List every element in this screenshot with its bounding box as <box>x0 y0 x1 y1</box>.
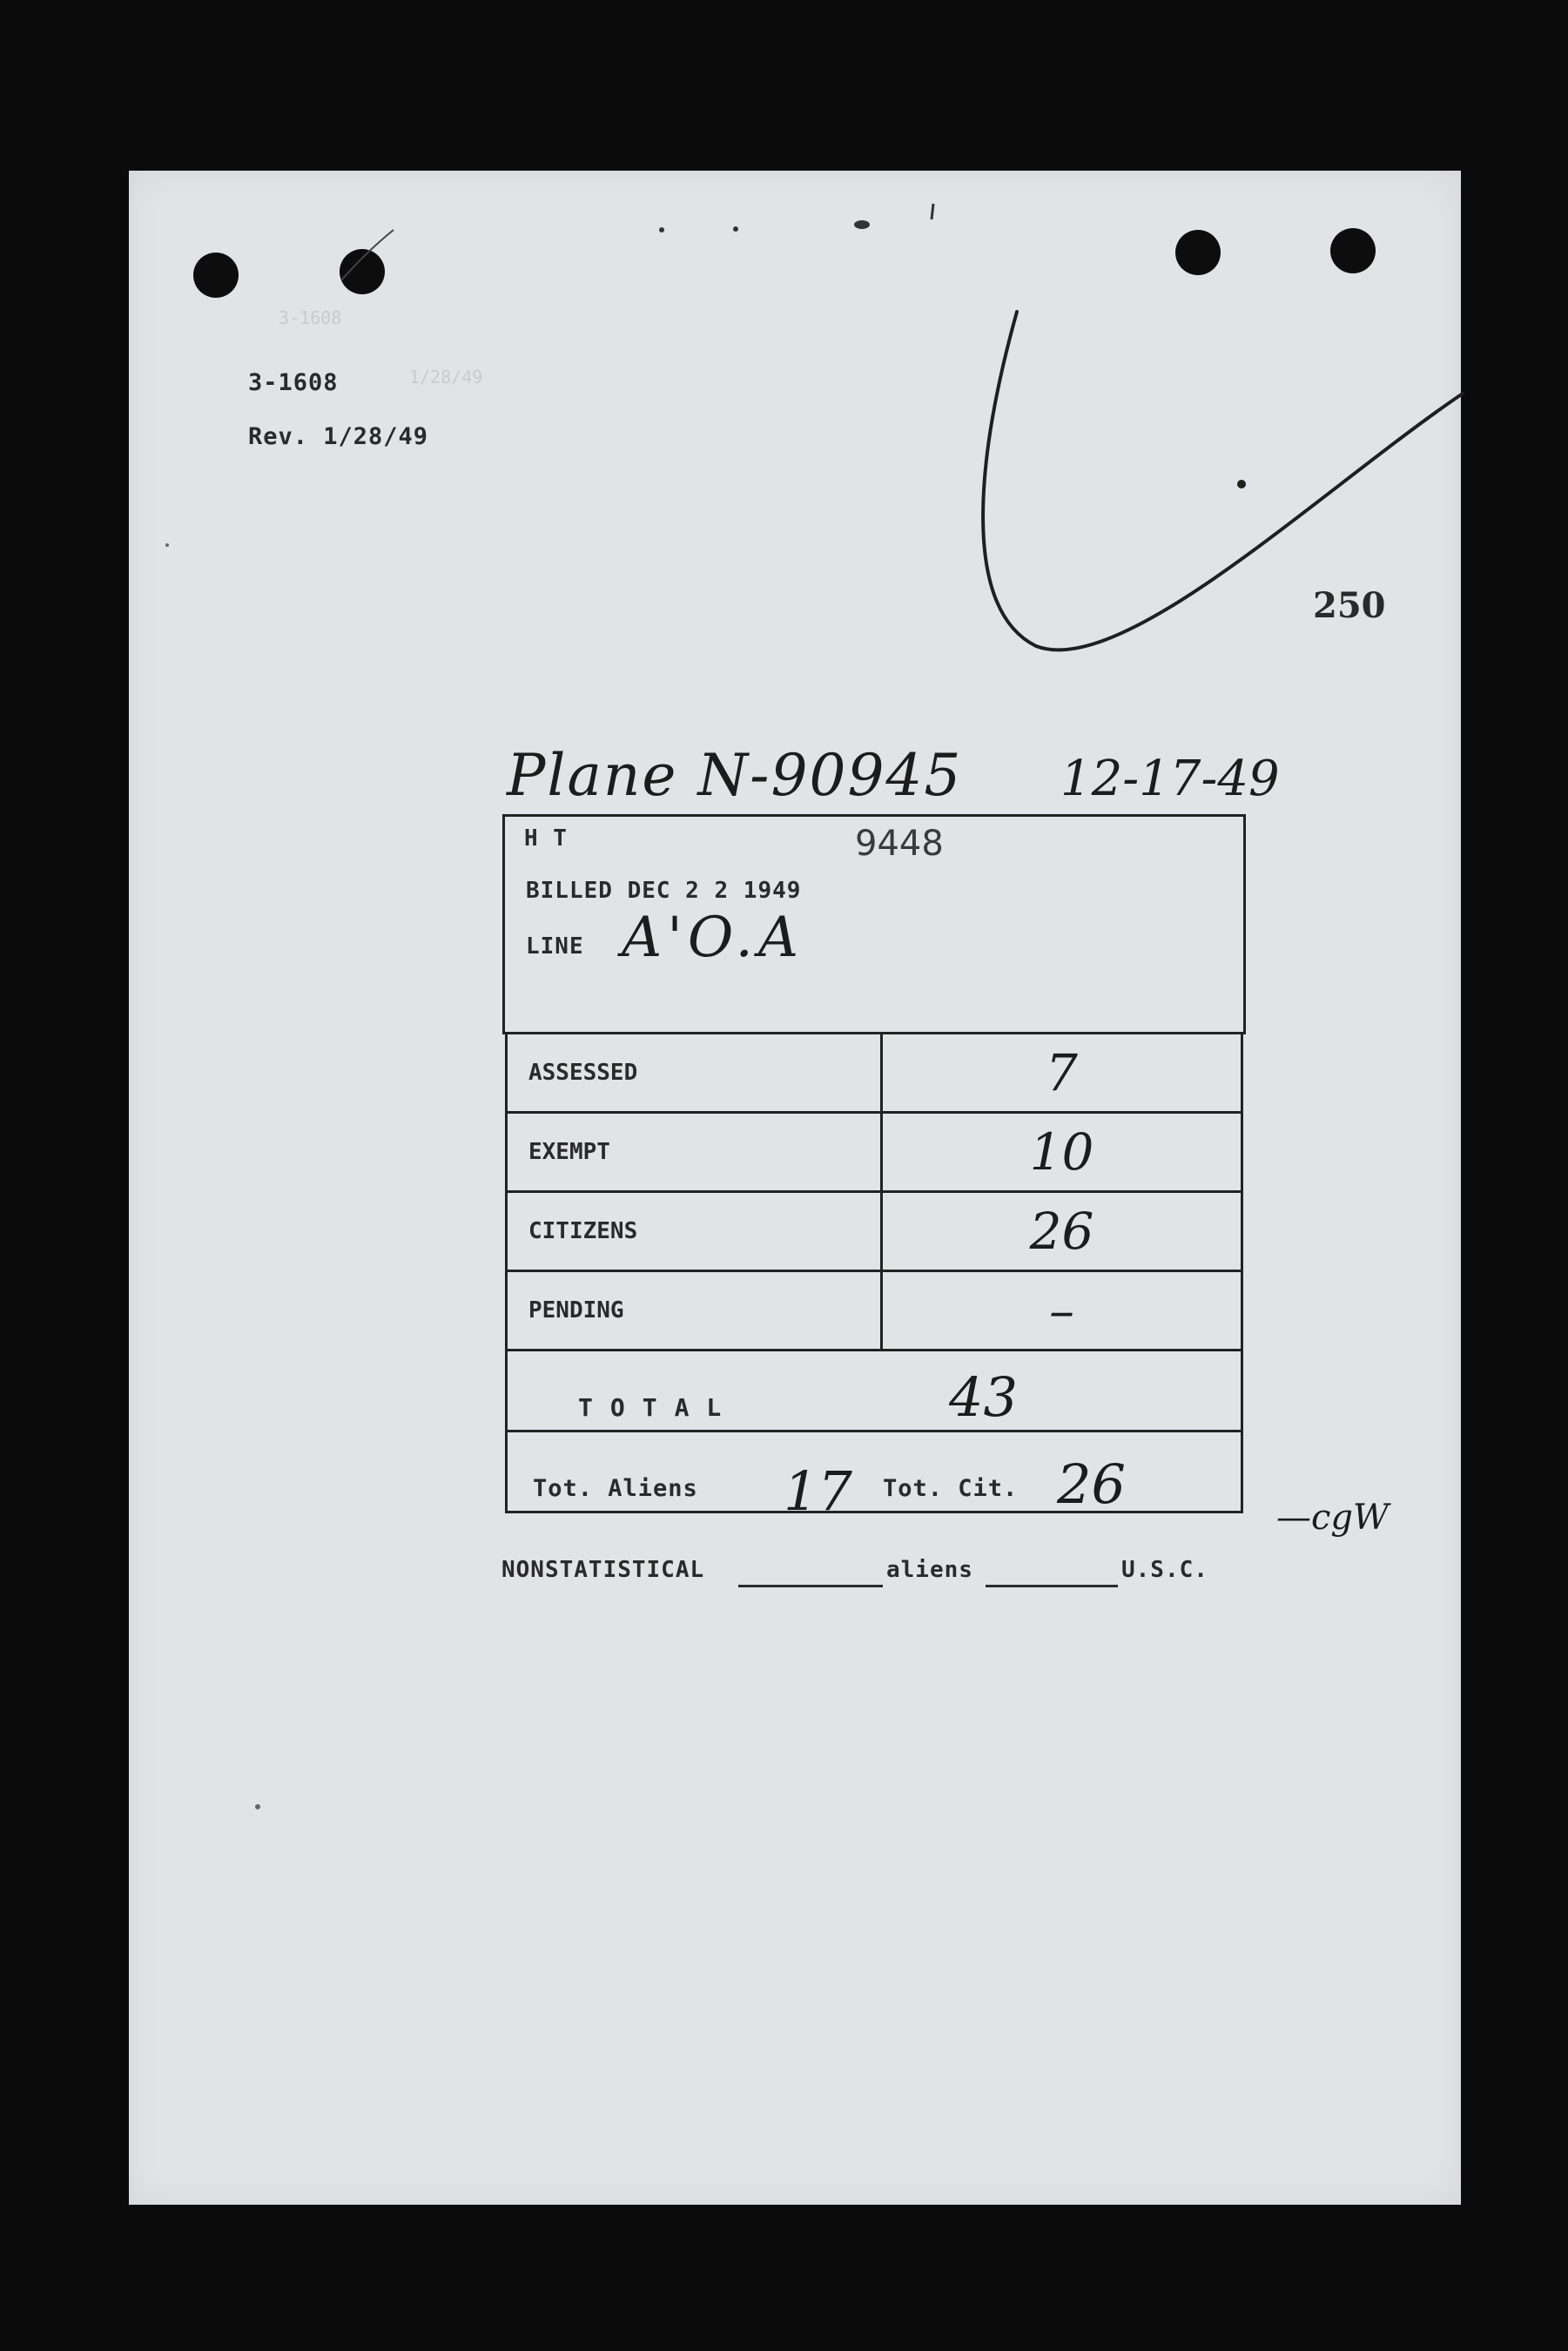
total-label: TOTAL <box>578 1393 739 1422</box>
total-aliens-label: Tot. Aliens <box>533 1475 698 1502</box>
table-row <box>507 1192 1242 1271</box>
nonstatistical-label: NONSTATISTICAL <box>501 1557 705 1583</box>
ht-label: H T <box>524 825 568 852</box>
check-mark <box>958 296 1480 662</box>
row-label: PENDING <box>507 1271 882 1351</box>
nonstatistical-blank <box>738 1585 883 1587</box>
billed-stamp: BILLED DEC 2 2 1949 <box>526 878 802 904</box>
svg-text:3-1608: 3-1608 <box>279 307 342 328</box>
row-label: ASSESSED <box>507 1034 882 1113</box>
row-value: 7 <box>882 1034 1242 1113</box>
table-row <box>507 1034 1242 1113</box>
line-label: LINE <box>526 933 584 960</box>
handwritten-plane-number: Plane N-90945 <box>507 742 963 809</box>
page-number: 250 <box>1313 585 1386 626</box>
row-value: 10 <box>882 1113 1242 1192</box>
row-label: EXEMPT <box>507 1113 882 1192</box>
total-citizens-value: 26 <box>1057 1452 1126 1516</box>
table-row <box>507 1271 1242 1351</box>
total-citizens-label: Tot. Cit. <box>883 1475 1019 1502</box>
svg-text:1/28/49: 1/28/49 <box>409 367 483 387</box>
total-value: 43 <box>949 1365 1018 1429</box>
tally-table <box>505 1032 1243 1513</box>
row-value: – <box>882 1271 1242 1351</box>
handwritten-date: 12-17-49 <box>1060 751 1280 807</box>
table-row <box>507 1113 1242 1192</box>
row-label: CITIZENS <box>507 1192 882 1271</box>
total-aliens-value: 17 <box>784 1459 852 1523</box>
handwritten-initials: —cgW <box>1276 1498 1390 1538</box>
aliens-blank <box>986 1585 1118 1587</box>
usc-label: U.S.C. <box>1121 1557 1208 1583</box>
ht-number: 9448 <box>855 824 944 864</box>
form-revision: Rev. 1/28/49 <box>248 423 429 450</box>
handwritten-line: A'O.A <box>622 906 804 970</box>
aliens-label: aliens <box>886 1557 973 1583</box>
form-number: 3-1608 <box>248 369 339 396</box>
row-value: 26 <box>882 1192 1242 1271</box>
